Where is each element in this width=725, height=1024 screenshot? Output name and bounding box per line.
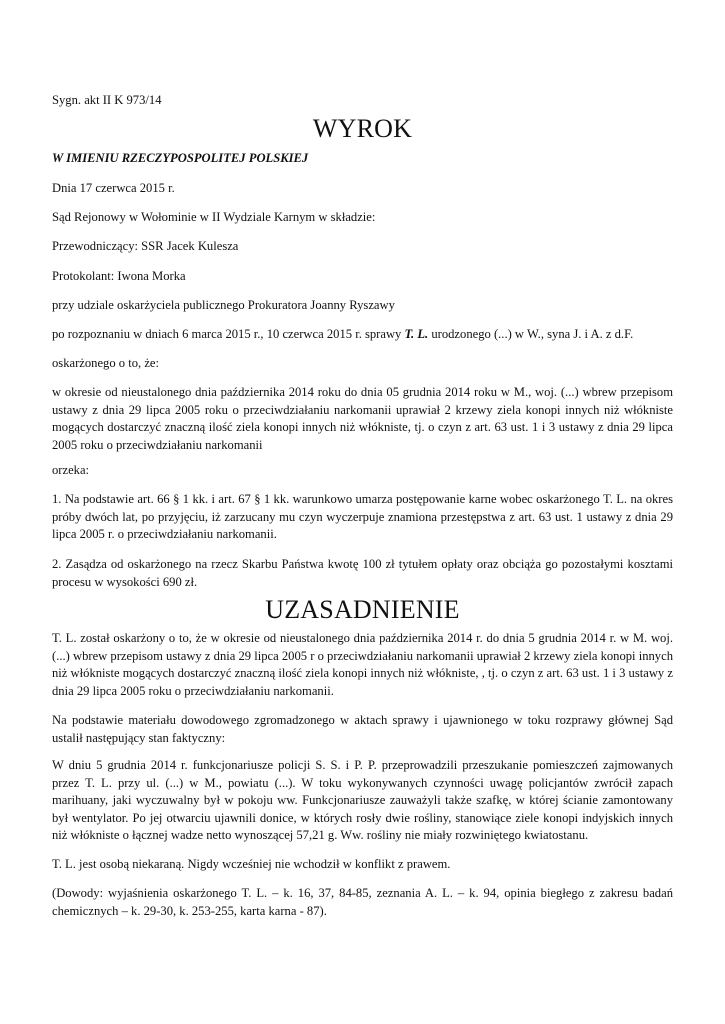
hearing-text-after: urodzonego (...) w W., syna J. i A. z d.F. [428,327,634,341]
hearing-line [52,326,673,344]
court-clerk: Protokolant: Iwona Morka [52,269,186,283]
justification-paragraph-3: W dniu 5 grudnia 2014 r. funkcjonariusze policji S. S. i P. P. przeprowadzili przeszukanie pomieszczeń zajmowanych przez T. L. przy ul. (...) w M., powiatu (...). W toku wykonywanych czynności uwagę policjantów zwrócił zapach marihuany, jaki wyczuwalny był w pokoju ww. Funkcjonariusze zauważyli także szafkę, w której ścianie zamontowany był wentylator. Po jej otwarciu ujawnili donice, w których rosły dwie rośliny, stanowiące ziele konopi indyjskich innych niż włókniste o łącznej wadze netto wynoszącej 57,21 g. Ww. rośliny nie miały rozwiniętego kwiatostanu. [52,758,673,843]
justification-title: UZASADNIENIE [265,595,460,624]
ruling-label: orzeka: [52,463,90,477]
judgment-title: WYROK [312,114,413,143]
charge-paragraph: w okresie od nieustalonego dnia października 2014 roku do dnia 05 grudnia 2014 roku w M., woj. (...) wbrew przepisom ustawy z dnia 29 lipca 2005 roku o przeciwdziałaniu narkomanii uprawiał 2 krzewy ziela konopi innych niż włókniste mogących dostarczyć znaczną ilość ziela konopi innych niż włókniste, tj. o czyn z art. 63 ust. 1 i 3 ustawy z dnia 29 lipca 2005 roku o przeciwdziałaniu narkomanii [52,385,673,452]
hearing-text-before: po rozpoznaniu w dniach 6 marca 2015 r., 10 czerwca 2015 r. sprawy [52,327,405,341]
justification-paragraph-1: T. L. został oskarżony o to, że w okresie od nieustalonego dnia października 2014 r. do dnia 5 grudnia 2014 r. w M. woj. (...) wbrew przepisom ustawy z dnia 29 lipca 2005 r o przeciwdziałaniu narkomanii uprawiał 2 krzewy ziela konopi innych niż włókniste mogących dostarczyć znaczną ilość ziela konopi innych niż włókniste, , tj. o czyn z art. 63 ust. 1 i 3 ustawy z dnia 29 lipca 2005 roku o przeciwdziałaniu narkomanii. [52,631,673,698]
justification-paragraph-2: Na podstawie materiału dowodowego zgromadzonego w aktach sprawy i ujawnionego w toku rozprawy głównej Sąd ustalił następujący stan faktyczny: [52,713,673,745]
case-signature: Sygn. akt II K 973/14 [52,93,162,107]
prosecutor-line: przy udziale oskarżyciela publicznego Prokuratora Joanny Ryszawy [52,298,395,312]
evidence-paragraph: (Dowody: wyjaśnienia oskarżonego T. L. – k. 16, 37, 84-85, zeznania A. L. – k. 94, opinia biegłego z zakresu badań chemicznych – k. 29-30, k. 253-255, karta karna - 87). [52,886,673,918]
in-name-of-republic: W IMIENIU RZECZYPOSPOLITEJ POLSKIEJ [52,151,309,165]
ruling-point-1: 1. Na podstawie art. 66 § 1 kk. i art. 67 § 1 kk. warunkowo umarza postępowanie karne wobec oskarżonego T. L. na okres próby dwóch lat, po przyjęciu, iż zarzucany mu czyn wyczerpuje znamiona przestępstwa z art. 63 ust. 1 ustawy z dnia 29 lipca 2005 r. o przeciwdziałaniu narkomanii. [52,492,673,542]
presiding-judge: Przewodniczący: SSR Jacek Kulesza [52,239,239,253]
ruling-point-2: 2. Zasądza od oskarżonego na rzecz Skarbu Państwa kwotę 100 zł tytułem opłaty oraz obciąża go pozostałymi kosztami procesu w wysokości 690 zł. [52,557,673,589]
justification-paragraph-4: T. L. jest osobą niekaraną. Nigdy wcześniej nie wchodził w konflikt z prawem. [52,857,451,871]
defendant-name: T. L. [404,327,429,341]
judgment-date: Dnia 17 czerwca 2015 r. [52,181,175,195]
court-composition: Sąd Rejonowy w Wołominie w II Wydziale Karnym w składzie: [52,210,376,224]
accused-of-label: oskarżonego o to, że: [52,356,160,370]
